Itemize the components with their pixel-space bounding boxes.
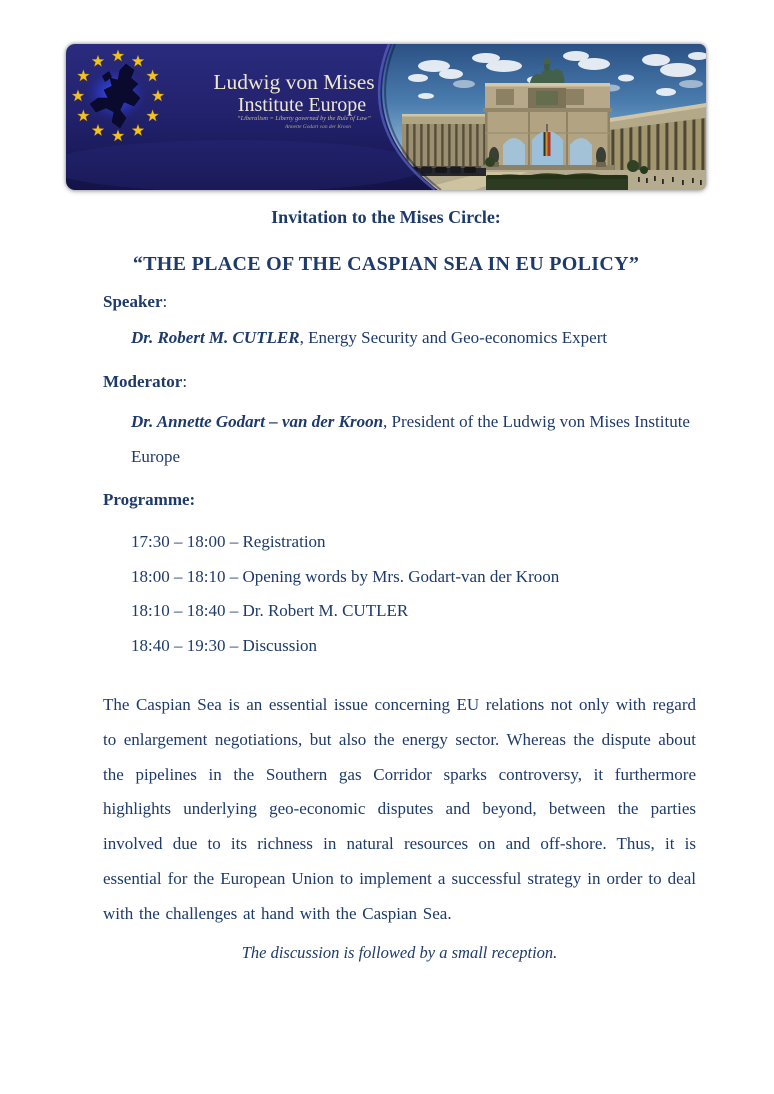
moderator-line (131, 404, 691, 474)
left-colonnade (402, 114, 485, 170)
speaker-name: Dr. Robert M. CUTLER (131, 328, 300, 347)
speaker-label-colon: : (162, 292, 168, 311)
moderator-label-text: Moderator (103, 372, 183, 391)
hedge (486, 173, 628, 190)
institute-name-line2: Institute Europe (237, 94, 367, 116)
banner-image (66, 44, 706, 190)
programme-item-1: 17:30 – 18:00 – Registration (131, 532, 326, 551)
institute-tagline: “Liberalism = Liberty governed by the Rule of Law” (237, 115, 371, 122)
institute-subtagline: Annette Godart van der Kroon (285, 124, 351, 130)
speaker-line (131, 323, 696, 353)
event-title: “THE PLACE OF THE CASPIAN SEA IN EU POLICY” (132, 253, 640, 275)
speaker-label-text: Speaker (103, 292, 163, 311)
invitation-line: Invitation to the Mises Circle: (271, 207, 501, 227)
closing-line: The discussion is followed by a small reception. (241, 942, 558, 962)
speaker-label (103, 290, 696, 313)
invitation-body (103, 277, 696, 965)
programme-item-2: 18:00 – 18:10 – Opening words by Mrs. Godart-van der Kroon (131, 566, 560, 586)
institute-name-line1: Ludwig von Mises (213, 70, 375, 94)
programme-item-4: 18:40 – 19:30 – Discussion (131, 635, 318, 655)
moderator-label-colon: : (182, 372, 188, 391)
programme-list (131, 525, 696, 663)
speaker-description: , Energy Security and Geo-economics Expert (299, 328, 608, 347)
description-paragraph: The Caspian Sea is an essential issue concerning EU relations not only with regard to enlargement negotiations, but also the energy sector. Whereas the dispute about the pipelines in the Southern gas Corridor sparks controversy, it furthermore highlights underlying geo-economic disputes and beyond, between the parties involved due to its richness in natural resources on and off-shore. Thus, it is essential for the European Union to implement a successful strategy in order to deal with the challenges at hand with the Caspian Sea. (103, 695, 696, 923)
programme-label-text: Programme: (103, 490, 196, 509)
moderator-description: , President of the Ludwig von Mises Institute Europe (131, 412, 690, 466)
programme-item-3: 18:10 – 18:40 – Dr. Robert M. CUTLER (131, 601, 409, 620)
moderator-name: Dr. Annette Godart – van der Kroon (131, 412, 384, 431)
moderator-label (103, 370, 696, 393)
programme-label (103, 488, 696, 511)
headings (66, 190, 706, 278)
banner (66, 44, 706, 190)
banner-wordmark (213, 70, 374, 130)
